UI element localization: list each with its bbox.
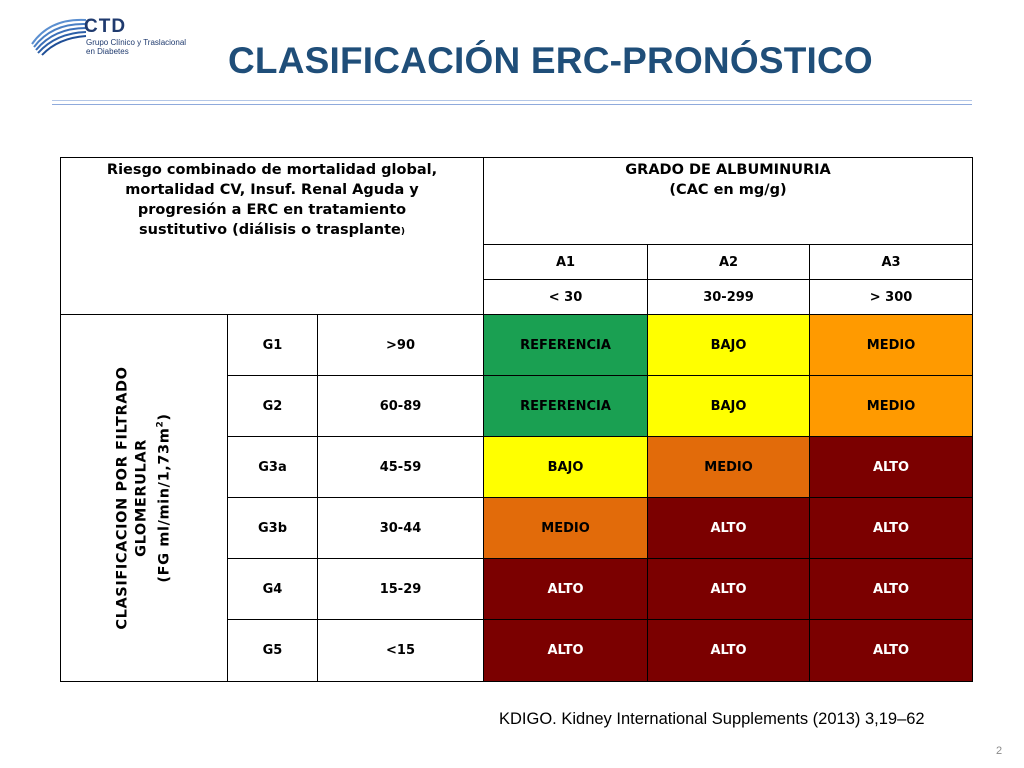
risk-cell-alto: ALTO (648, 620, 810, 682)
combined-risk-header-line: mortalidad CV, Insuf. Renal Aguda y (125, 182, 419, 198)
gfr-range: <15 (318, 620, 484, 682)
gfr-grade: G4 (228, 559, 318, 620)
combined-risk-header-line: progresión a ERC en tratamiento (137, 202, 407, 218)
risk-cell-bajo: BAJO (648, 376, 810, 437)
albuminuria-grade: A1 (484, 245, 648, 280)
risk-cell-medio: MEDIO (810, 315, 973, 376)
albuminuria-grade: A3 (810, 245, 973, 280)
ckd-prognosis-table (60, 157, 973, 682)
title-divider-secondary (52, 104, 972, 105)
risk-cell-alto: ALTO (810, 437, 973, 498)
logo-name: CTD (84, 16, 127, 37)
combined-risk-header-line: Riesgo combinado de mortalidad global, (106, 162, 438, 178)
gfr-classification-label (61, 315, 228, 682)
gfr-grade: G5 (228, 620, 318, 682)
gfr-range: 45-59 (318, 437, 484, 498)
risk-cell-medio: MEDIO (810, 376, 973, 437)
gfr-label-unit-superscript: 2 (155, 420, 166, 428)
risk-cell-alto: ALTO (810, 620, 973, 682)
risk-cell-referencia: REFERENCIA (484, 376, 648, 437)
risk-cell-alto: ALTO (648, 559, 810, 620)
albuminuria-header (484, 158, 973, 245)
logo-subtitle-line1: Grupo Clínico y Traslacional (86, 38, 187, 47)
albuminuria-range: 30-299 (648, 280, 810, 315)
gfr-grade: G3b (228, 498, 318, 559)
risk-cell-alto: ALTO (484, 620, 648, 682)
title-divider (52, 100, 972, 101)
risk-cell-alto: ALTO (810, 559, 973, 620)
risk-cell-alto: ALTO (810, 498, 973, 559)
combined-risk-header-paren: ) (400, 227, 405, 237)
risk-cell-alto: ALTO (648, 498, 810, 559)
albuminuria-range: > 300 (810, 280, 973, 315)
risk-cell-bajo: BAJO (648, 315, 810, 376)
gfr-range: 15-29 (318, 559, 484, 620)
gfr-range: >90 (318, 315, 484, 376)
logo-subtitle-line2: en Diabetes (86, 47, 129, 56)
risk-cell-bajo: BAJO (484, 437, 648, 498)
gfr-grade: G2 (228, 376, 318, 437)
combined-risk-header-line: sustitutivo (diálisis o trasplante (139, 222, 401, 238)
risk-cell-alto: ALTO (484, 559, 648, 620)
albuminuria-range: < 30 (484, 280, 648, 315)
risk-cell-medio: MEDIO (648, 437, 810, 498)
gfr-range: 60-89 (318, 376, 484, 437)
ctd-logo-mark-icon (30, 14, 88, 56)
gfr-grade: G3a (228, 437, 318, 498)
albuminuria-header-title: GRADO DE ALBUMINURIA (625, 162, 831, 178)
gfr-range: 30-44 (318, 498, 484, 559)
albuminuria-header-unit: (CAC en mg/g) (669, 182, 787, 198)
gfr-grade: G1 (228, 315, 318, 376)
gfr-label-line: GLOMERULAR (133, 439, 150, 557)
ctd-logo (30, 14, 200, 56)
risk-cell-referencia: REFERENCIA (484, 315, 648, 376)
gfr-label-unit-close: ) (156, 413, 173, 421)
gfr-label-unit: (FG ml/min/1,73m (156, 427, 173, 583)
combined-risk-header (61, 158, 484, 315)
citation: KDIGO. Kidney International Supplements (2013) 3,19–62 (499, 710, 925, 728)
gfr-label-line: CLASIFICACION POR FILTRADO (114, 366, 131, 630)
albuminuria-grade: A2 (648, 245, 810, 280)
page-number: 2 (996, 745, 1003, 757)
risk-cell-medio: MEDIO (484, 498, 648, 559)
page-title: CLASIFICACIÓN ERC-PRONÓSTICO (228, 40, 873, 81)
